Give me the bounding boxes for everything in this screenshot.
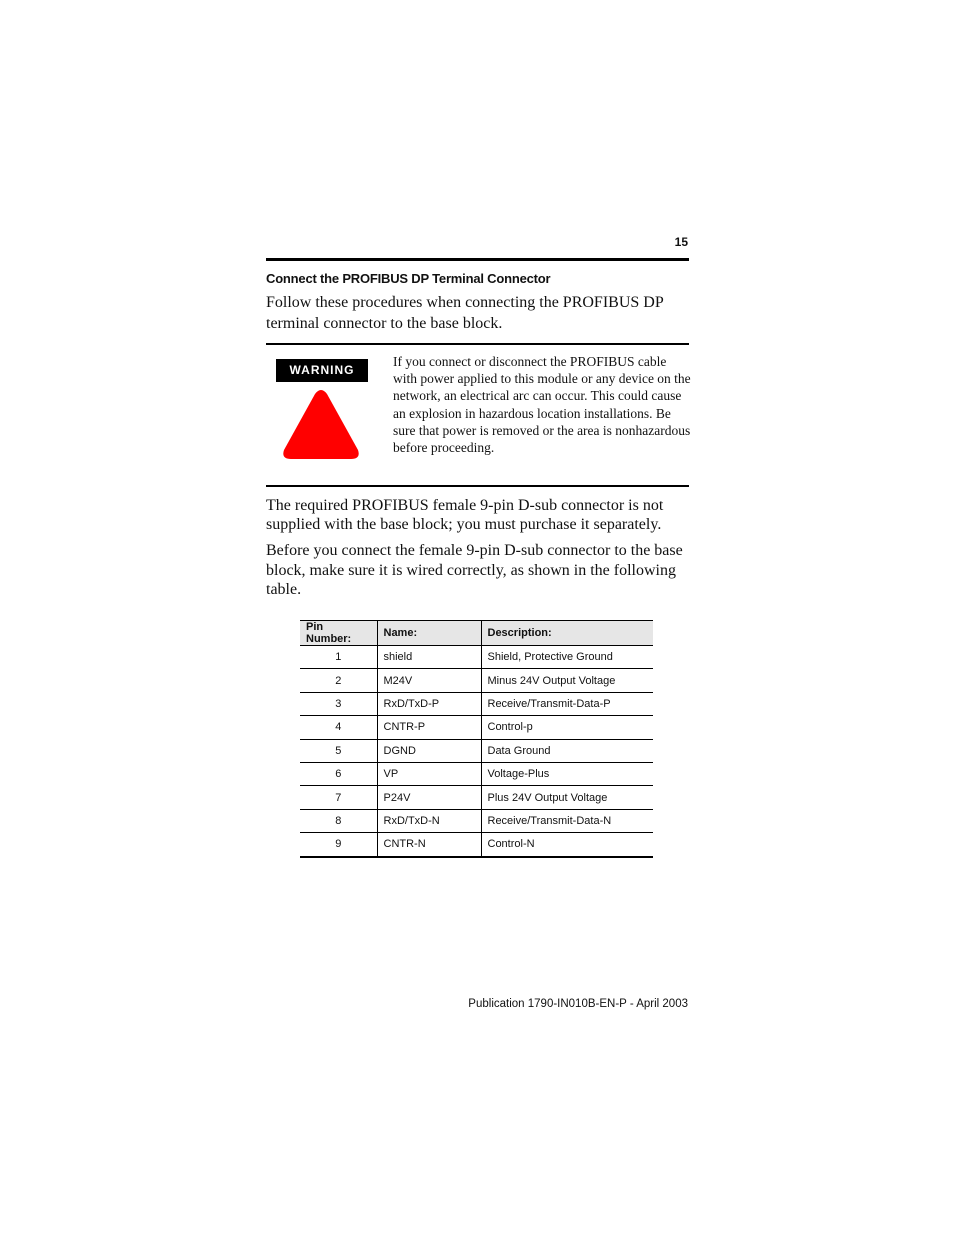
pin-name-cell: CNTR-P (377, 716, 481, 739)
pin-name-cell: shield (377, 646, 481, 669)
warning-label: WARNING (276, 359, 368, 382)
connector-paragraph: The required PROFIBUS female 9-pin D-sub connector is not supplied with the base block; you must purchase it separately. (266, 497, 664, 533)
pin-name-cell: P24V (377, 786, 481, 809)
wiring-paragraph: Before you connect the female 9-pin D-sub connector to the base block, make sure it is wired correctly, as shown in the following table. (266, 542, 683, 598)
table-header-row (300, 621, 653, 646)
pin-table (300, 620, 653, 858)
warning-top-rule (266, 343, 689, 345)
table-row (300, 716, 653, 739)
table-row (300, 809, 653, 832)
pin-number-cell: 9 (300, 833, 377, 857)
pin-description-cell: Plus 24V Output Voltage (481, 786, 653, 809)
warning-bottom-rule (266, 485, 689, 487)
pin-description-cell: Minus 24V Output Voltage (481, 669, 653, 692)
table-row (300, 692, 653, 715)
table-row (300, 833, 653, 857)
pin-number-cell: 1 (300, 646, 377, 669)
pin-number-cell: 4 (300, 716, 377, 739)
header-rule (266, 258, 689, 261)
warning-text: If you connect or disconnect the PROFIBUS cable with power applied to this module or any device on the network, an electrical arc can occur. This could cause an explosion in hazardous location installations. Be sure that power is removed or the area is nonhazardous before proceeding. (393, 354, 691, 456)
header-pin-number: Pin Number: (300, 621, 377, 646)
pin-description-cell: Control-p (481, 716, 653, 739)
pin-number-cell: 2 (300, 669, 377, 692)
intro-paragraph: Follow these procedures when connecting the PROFIBUS DP terminal connector to the base block. (266, 294, 664, 332)
header-description: Description: (481, 621, 653, 646)
pin-description-cell: Receive/Transmit-Data-N (481, 809, 653, 832)
pin-number-cell: 7 (300, 786, 377, 809)
pin-number-cell: 3 (300, 692, 377, 715)
pin-description-cell: Receive/Transmit-Data-P (481, 692, 653, 715)
page-number: 15 (674, 235, 688, 249)
pin-number-cell: 6 (300, 762, 377, 785)
pin-name-cell: CNTR-N (377, 833, 481, 857)
pin-name-cell: RxD/TxD-P (377, 692, 481, 715)
header-name: Name: (377, 621, 481, 646)
pin-description-cell: Voltage-Plus (481, 762, 653, 785)
table-row (300, 669, 653, 692)
pin-description-cell: Data Ground (481, 739, 653, 762)
pin-number-cell: 5 (300, 739, 377, 762)
table-row (300, 786, 653, 809)
pin-name-cell: M24V (377, 669, 481, 692)
pin-description-cell: Control-N (481, 833, 653, 857)
table-row (300, 739, 653, 762)
pin-name-cell: DGND (377, 739, 481, 762)
pin-number-cell: 8 (300, 809, 377, 832)
pin-name-cell: VP (377, 762, 481, 785)
table-row (300, 762, 653, 785)
pin-name-cell: RxD/TxD-N (377, 809, 481, 832)
warning-triangle-icon (282, 388, 360, 460)
section-heading: Connect the PROFIBUS DP Terminal Connector (266, 271, 551, 286)
publication-footer: Publication 1790-IN010B-EN-P - April 2003 (468, 998, 688, 1010)
table-row (300, 646, 653, 669)
pin-description-cell: Shield, Protective Ground (481, 646, 653, 669)
